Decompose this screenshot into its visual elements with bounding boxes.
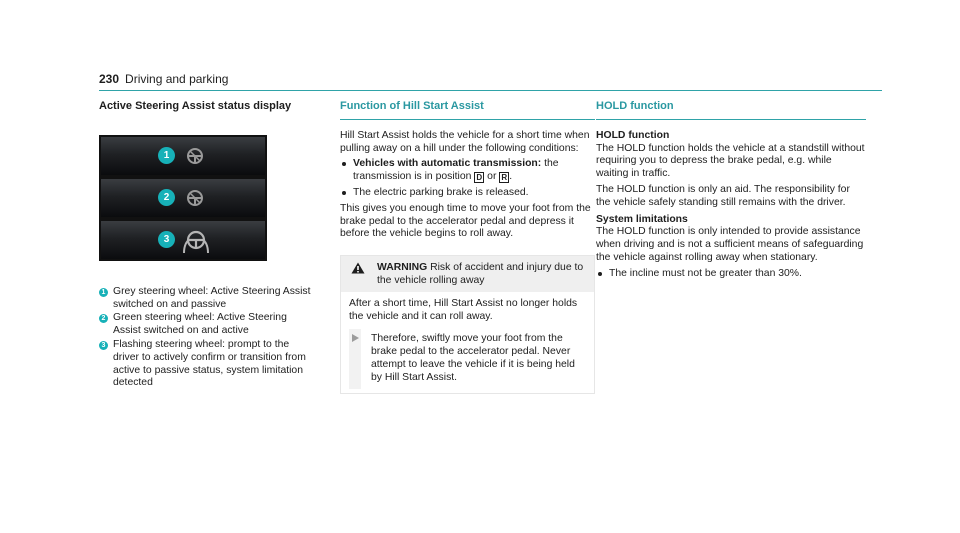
bullet-incline: The incline must not be greater than 30%. bbox=[596, 268, 866, 281]
bullet-text: the transmission is in position bbox=[353, 158, 559, 183]
warning-label: WARNING bbox=[377, 262, 428, 274]
display-legend bbox=[99, 286, 314, 390]
instruction-text: Therefore, swiftly move your foot from the brake pedal to the accelerator pedal. Never attempt to leave the vehicle if it is being held by Hill Start Assist. bbox=[371, 333, 575, 383]
hold-subheading: HOLD function bbox=[596, 129, 670, 141]
page-number: 230 bbox=[99, 72, 120, 86]
legend-marker: 2 bbox=[99, 314, 108, 323]
steering-assist-heading: Active Steering Assist status display bbox=[99, 100, 292, 112]
bullet-bold-label: Vehicles with automatic transmission: bbox=[353, 158, 542, 170]
warning-triangle-icon bbox=[351, 262, 365, 274]
bullet-or: or bbox=[484, 171, 500, 183]
hold-para-1: The HOLD function holds the vehicle at a standstill without requiring you to depress the brake pedal, e.g. while waiting in traffic. bbox=[596, 142, 865, 180]
legend-item bbox=[99, 312, 314, 338]
steering-wheel-grey-icon bbox=[185, 146, 205, 166]
hold-para-2: The HOLD function is only an aid. The responsibility for the vehicle safely standing still remains with the driver. bbox=[596, 183, 850, 208]
gear-r-icon: R bbox=[499, 172, 509, 183]
marker-3: 3 bbox=[158, 231, 175, 248]
display-row-3 bbox=[101, 221, 265, 259]
legend-item bbox=[99, 286, 314, 312]
warning-box bbox=[340, 255, 595, 393]
system-limitations-heading: System limitations bbox=[596, 213, 688, 225]
steering-wheel-hands-icon bbox=[181, 227, 211, 255]
warning-headline: Risk of accident and injury due to the vehicle rolling away bbox=[377, 262, 584, 286]
legend-text: Flashing steering wheel: prompt to the driver to actively confirm or transition from active to passive status, system limitation detected bbox=[113, 338, 306, 389]
hold-heading-wrap bbox=[596, 100, 866, 120]
marker-1: 1 bbox=[158, 147, 175, 164]
hill-start-heading-wrap bbox=[340, 100, 595, 120]
warning-instruction bbox=[349, 333, 586, 384]
hill-start-intro: Hill Start Assist holds the vehicle for a short time when pulling away on a hill under the following conditions: bbox=[340, 129, 590, 154]
legend-marker: 3 bbox=[99, 341, 108, 350]
warning-header bbox=[341, 256, 594, 292]
hill-start-heading: Function of Hill Start Assist bbox=[340, 100, 484, 112]
gear-d-icon: D bbox=[474, 172, 484, 183]
instrument-display bbox=[99, 135, 267, 261]
steering-assist-column bbox=[99, 100, 314, 391]
warning-body bbox=[341, 292, 594, 393]
section-title: Driving and parking bbox=[125, 72, 229, 86]
bullet-end: . bbox=[509, 171, 513, 183]
hill-start-column bbox=[340, 100, 595, 394]
arrow-right-icon bbox=[352, 334, 359, 342]
bullet-automatic-transmission bbox=[340, 158, 595, 184]
bullet-parking-brake: The electric parking brake is released. bbox=[340, 187, 595, 200]
hill-start-para: This gives you enough time to move your foot from the brake pedal to the accelerator pedal and depress it before the vehicle begins to roll away. bbox=[340, 202, 591, 240]
steering-wheel-green-icon bbox=[185, 188, 205, 208]
warning-text: After a short time, Hill Start Assist no longer holds the vehicle and it can roll away. bbox=[349, 297, 578, 322]
legend-marker: 1 bbox=[99, 288, 108, 297]
legend-text: Grey steering wheel: Active Steering Assist switched on and passive bbox=[113, 285, 311, 310]
page-header bbox=[99, 72, 228, 86]
legend-text: Green steering wheel: Active Steering Assist switched on and active bbox=[113, 312, 287, 337]
hold-para-3: The HOLD function is only intended to provide assistance when driving and is not a sufficient means of safeguarding the vehicle against rolling away when stationary. bbox=[596, 226, 864, 263]
marker-2: 2 bbox=[158, 189, 175, 206]
display-row-2 bbox=[101, 179, 265, 217]
legend-item bbox=[99, 339, 314, 390]
hold-function-column bbox=[596, 100, 866, 284]
display-row-1 bbox=[101, 137, 265, 175]
hold-heading: HOLD function bbox=[596, 100, 674, 112]
header-divider bbox=[99, 90, 882, 91]
